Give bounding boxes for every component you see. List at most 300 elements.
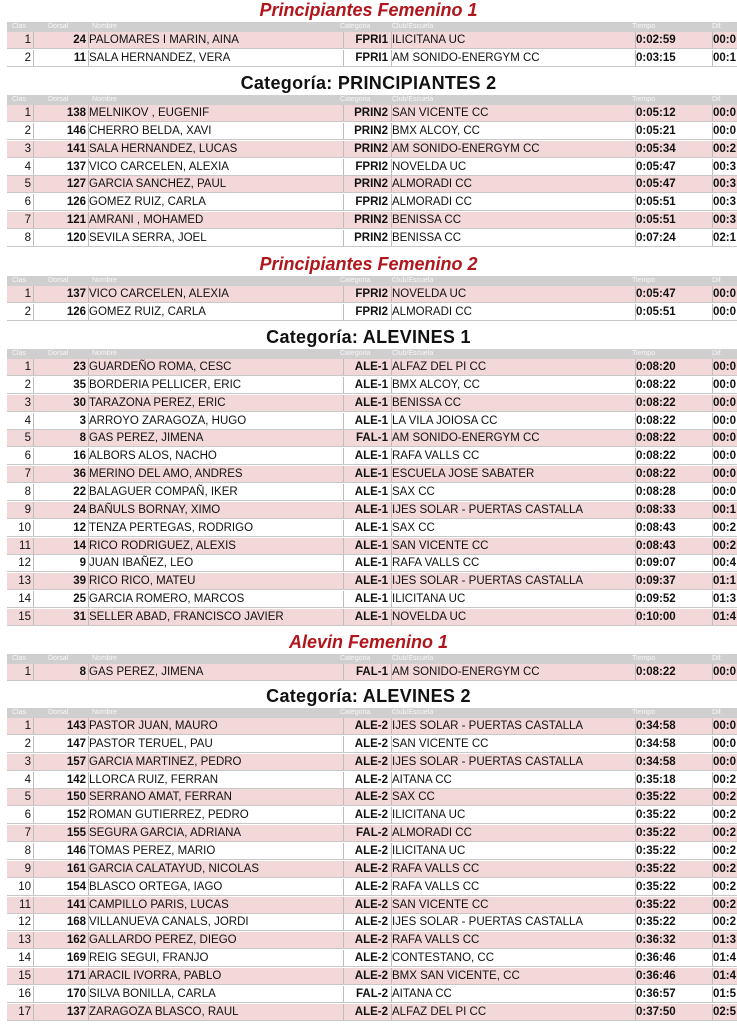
rider-name: VILLANUEVA CANALS, JORDI — [89, 916, 249, 929]
rider-name: LLORCA RUIZ, FERRAN — [89, 773, 219, 786]
time: 0:08:22 — [636, 432, 676, 445]
category-code: ALE-1 — [354, 593, 388, 606]
column-divider — [33, 484, 34, 500]
column-divider — [33, 950, 34, 966]
column-divider — [33, 520, 34, 536]
club-name: RAFA VALLS CC — [392, 880, 480, 893]
category-code: FPRI2 — [355, 288, 388, 300]
column-divider — [33, 914, 34, 930]
column-header-nombre: Nombre — [92, 96, 117, 103]
column-divider — [33, 736, 34, 752]
table-row — [7, 950, 737, 967]
table-row — [7, 807, 737, 824]
section-title: Categoría: ALEVINES 1 — [266, 327, 471, 347]
position: 8 — [24, 231, 31, 244]
column-header-clas: Clas — [12, 23, 27, 30]
rider-name: BORDERIA PELLICER, ERIC — [89, 378, 242, 391]
column-divider — [33, 413, 34, 429]
club-name: SAX CC — [392, 485, 435, 498]
gap: 00:2 — [713, 773, 737, 786]
column-divider — [343, 395, 344, 411]
time: 0:08:28 — [636, 485, 676, 498]
club-name: CONTESTANO, CC — [392, 952, 495, 965]
category-code: ALE-1 — [354, 361, 388, 373]
column-divider — [343, 413, 344, 429]
column-divider — [33, 1004, 34, 1020]
rider-name: BALAGUER COMPAÑ, IKER — [89, 485, 238, 498]
column-header-dorsal: Dorsal — [48, 709, 69, 716]
time: 0:08:20 — [636, 361, 676, 373]
column-header-club: Club/Escuela — [392, 277, 434, 284]
rider-name: SALA HERNANDEZ, LUCAS — [89, 142, 238, 155]
club-name: BENISSA CC — [392, 231, 462, 244]
position: 7 — [24, 214, 31, 227]
column-header-tiempo: Tiempo — [632, 96, 656, 103]
table-row — [7, 789, 737, 806]
club-name: AITANA CC — [392, 773, 452, 786]
position: 4 — [24, 414, 31, 427]
club-name: ESCUELA JOSE SABATER — [392, 468, 535, 481]
club-name: RAFA VALLS CC — [392, 450, 480, 463]
club-name: NOVELDA UC — [392, 160, 467, 173]
column-header-club: Club/Escuela — [392, 23, 434, 30]
rider-name: SILVA BONILLA, CARLA — [89, 987, 216, 1000]
rider-name: MERINO DEL AMO, ANDRES — [89, 468, 243, 481]
column-divider — [33, 395, 34, 411]
gap: 00:0 — [713, 34, 737, 46]
column-header-clas: Clas — [12, 96, 27, 103]
gap: 00:2 — [713, 827, 737, 840]
column-divider — [343, 538, 344, 554]
gap: 00:0 — [713, 432, 737, 445]
table-row — [7, 754, 737, 771]
gap: 00:0 — [713, 737, 737, 750]
column-divider — [33, 986, 34, 1002]
bib-number: 9 — [79, 557, 86, 570]
gap: 00:0 — [713, 396, 737, 409]
column-divider — [33, 430, 34, 446]
column-divider — [343, 304, 344, 320]
time: 0:05:51 — [636, 305, 676, 318]
position: 12 — [18, 916, 31, 929]
column-divider — [343, 718, 344, 734]
column-divider — [343, 105, 344, 121]
column-header-dif: Dif. — [712, 350, 723, 357]
gap: 00:2 — [713, 791, 737, 804]
club-name: SAX CC — [392, 791, 435, 804]
bib-number: 154 — [66, 880, 86, 893]
column-divider — [343, 807, 344, 823]
column-divider — [33, 502, 34, 518]
category-code: FAL-1 — [356, 432, 388, 445]
club-name: SAN VICENTE CC — [392, 107, 489, 119]
rider-name: GARCIA MARTINEZ, PEDRO — [89, 755, 242, 768]
column-divider — [343, 772, 344, 788]
category-code: FPRI1 — [355, 51, 388, 64]
column-divider — [33, 286, 34, 302]
table-row — [7, 772, 737, 789]
position: 5 — [24, 178, 31, 191]
gap: 00:3 — [713, 178, 737, 191]
table-row — [7, 448, 737, 465]
table-row — [7, 194, 737, 211]
bib-number: 8 — [79, 666, 86, 678]
table-row — [7, 502, 737, 519]
category-code: ALE-2 — [354, 720, 388, 732]
bib-number: 127 — [66, 178, 86, 191]
time: 0:03:15 — [636, 51, 676, 64]
table-row — [7, 141, 737, 158]
column-divider — [33, 843, 34, 859]
column-divider — [343, 359, 344, 375]
table-row — [7, 879, 737, 896]
column-divider — [343, 789, 344, 805]
column-divider — [33, 789, 34, 805]
bib-number: 137 — [66, 1005, 86, 1018]
position: 16 — [18, 987, 31, 1000]
column-header-dif: Dif. — [712, 655, 723, 662]
bib-number: 137 — [66, 288, 86, 300]
table-row — [7, 718, 737, 735]
gap: 01:3 — [713, 593, 737, 606]
category-code: PRIN2 — [354, 124, 388, 137]
column-header-tiempo: Tiempo — [632, 23, 656, 30]
club-name: RAFA VALLS CC — [392, 934, 480, 947]
club-name: BMX ALCOY, CC — [392, 124, 480, 137]
position: 8 — [24, 844, 31, 857]
table-row — [7, 986, 737, 1003]
gap: 00:2 — [713, 916, 737, 929]
rider-name: MELNIKOV , EUGENIF — [89, 107, 210, 119]
rider-name: GARCIA ROMERO, MARCOS — [89, 593, 245, 606]
bib-number: 137 — [66, 160, 86, 173]
bib-number: 16 — [73, 450, 86, 463]
time: 0:08:22 — [636, 666, 676, 678]
column-header-row — [7, 349, 737, 359]
category-code: ALE-1 — [354, 396, 388, 409]
rider-name: RICO RODRIGUEZ, ALEXIS — [89, 539, 236, 552]
club-name: SAX CC — [392, 521, 435, 534]
column-divider — [33, 212, 34, 228]
column-divider — [33, 968, 34, 984]
bib-number: 146 — [66, 124, 86, 137]
column-divider — [343, 377, 344, 393]
category-code: FPRI2 — [355, 196, 388, 209]
gap: 00:2 — [713, 521, 737, 534]
time: 0:36:32 — [636, 934, 676, 947]
column-divider — [343, 159, 344, 175]
bib-number: 39 — [73, 575, 86, 588]
category-code: ALE-2 — [354, 934, 388, 947]
bib-number: 36 — [73, 468, 86, 481]
position: 3 — [24, 755, 31, 768]
category-code: FAL-2 — [356, 827, 388, 840]
column-header-tiempo: Tiempo — [632, 350, 656, 357]
table-row — [7, 359, 737, 376]
category-code: FAL-2 — [356, 987, 388, 1000]
club-name: AITANA CC — [392, 987, 452, 1000]
column-header-row — [7, 95, 737, 105]
category-code: FPRI2 — [355, 160, 388, 173]
column-divider — [33, 230, 34, 246]
column-divider — [343, 664, 344, 680]
position: 11 — [19, 539, 31, 552]
column-divider — [33, 861, 34, 877]
table-row — [7, 105, 737, 122]
category-code: FAL-1 — [356, 666, 388, 678]
time: 0:05:12 — [636, 107, 676, 119]
bib-number: 121 — [66, 214, 86, 227]
category-code: ALE-1 — [354, 575, 388, 588]
position: 15 — [18, 969, 31, 982]
column-divider — [343, 141, 344, 157]
gap: 00:0 — [713, 755, 737, 768]
position: 2 — [24, 378, 31, 391]
position: 7 — [24, 827, 31, 840]
time: 0:09:07 — [636, 557, 676, 570]
gap: 00:0 — [713, 124, 737, 137]
club-name: NOVELDA UC — [392, 610, 467, 623]
gap: 00:0 — [713, 305, 737, 318]
column-divider — [33, 538, 34, 554]
table-row — [7, 159, 737, 176]
gap: 00:0 — [713, 450, 737, 463]
position: 9 — [24, 503, 31, 516]
time: 0:35:22 — [636, 916, 676, 929]
column-header-tiempo: Tiempo — [632, 277, 656, 284]
column-header-nombre: Nombre — [92, 23, 117, 30]
position: 2 — [24, 737, 31, 750]
time: 0:34:58 — [636, 720, 676, 732]
table-row — [7, 825, 737, 842]
gap: 02:5 — [713, 1005, 737, 1018]
time: 0:05:34 — [636, 142, 676, 155]
rider-name: SALA HERNANDEZ, VERA — [89, 51, 231, 64]
gap: 00:0 — [713, 666, 737, 678]
position: 12 — [18, 557, 31, 570]
table-row — [7, 413, 737, 430]
bib-number: 11 — [73, 51, 86, 64]
club-name: ALMORADI CC — [392, 178, 472, 191]
rider-name: CHERRO BELDA, XAVI — [89, 124, 212, 137]
gap: 00:3 — [713, 160, 737, 173]
column-divider — [343, 194, 344, 210]
position: 1 — [24, 666, 31, 678]
column-header-nombre: Nombre — [92, 709, 117, 716]
section-title: Categoría: ALEVINES 2 — [266, 686, 471, 706]
club-name: ILICITANA UC — [392, 809, 466, 822]
column-header-tiempo: Tiempo — [632, 709, 656, 716]
column-divider — [33, 754, 34, 770]
table-row — [7, 466, 737, 483]
rider-name: GOMEZ RUIZ, CARLA — [89, 196, 206, 209]
column-divider — [343, 843, 344, 859]
bib-number: 162 — [66, 934, 86, 947]
rider-name: PASTOR TERUEL, PAU — [89, 737, 213, 750]
time: 0:34:58 — [636, 737, 676, 750]
rider-name: JUAN IBAÑEZ, LEO — [89, 557, 194, 570]
column-divider — [33, 141, 34, 157]
column-divider — [343, 1004, 344, 1020]
category-code: PRIN2 — [354, 178, 388, 191]
column-header-dif: Dif. — [712, 96, 723, 103]
rider-name: SEVILA SERRA, JOEL — [89, 231, 207, 244]
column-divider — [343, 861, 344, 877]
time: 0:35:22 — [636, 791, 676, 804]
bib-number: 169 — [66, 952, 86, 965]
bib-number: 141 — [66, 142, 86, 155]
position: 15 — [18, 610, 31, 623]
gap: 02:1 — [713, 231, 737, 244]
column-header-categoria: Categoria — [340, 23, 371, 30]
column-divider — [33, 591, 34, 607]
bib-number: 143 — [66, 720, 86, 732]
gap: 00:0 — [713, 378, 737, 391]
club-name: LA VILA JOIOSA CC — [392, 414, 498, 427]
club-name: SAN VICENTE CC — [392, 737, 489, 750]
time: 0:35:22 — [636, 898, 676, 911]
table-row — [7, 430, 737, 447]
table-row — [7, 555, 737, 572]
time: 0:37:50 — [636, 1005, 676, 1018]
rider-name: PASTOR JUAN, MAURO — [89, 720, 218, 732]
club-name: AM SONIDO-ENERGYM CC — [392, 142, 540, 155]
rider-name: ARROYO ZARAGOZA, HUGO — [89, 414, 247, 427]
column-divider — [343, 430, 344, 446]
rider-name: BAÑULS BORNAY, XIMO — [89, 503, 221, 516]
bib-number: 24 — [73, 34, 86, 46]
column-header-row — [7, 654, 737, 664]
column-header-dorsal: Dorsal — [48, 23, 69, 30]
gap: 00:0 — [713, 485, 737, 498]
gap: 01:3 — [713, 934, 737, 947]
time: 0:35:18 — [636, 773, 676, 786]
column-divider — [33, 825, 34, 841]
column-divider — [343, 286, 344, 302]
rider-name: GARCIA SANCHEZ, PAUL — [89, 178, 227, 191]
category-code: ALE-1 — [354, 503, 388, 516]
time: 0:05:47 — [636, 160, 676, 173]
bib-number: 157 — [66, 755, 86, 768]
time: 0:34:58 — [636, 755, 676, 768]
club-name: NOVELDA UC — [392, 288, 467, 300]
section-title: Principiantes Femenino 2 — [259, 254, 478, 274]
table-row — [7, 664, 737, 681]
column-divider — [343, 914, 344, 930]
gap: 00:0 — [713, 720, 737, 732]
category-code: ALE-1 — [354, 539, 388, 552]
column-divider — [343, 968, 344, 984]
column-divider — [343, 212, 344, 228]
table-row — [7, 50, 737, 67]
time: 0:08:33 — [636, 503, 676, 516]
column-divider — [343, 986, 344, 1002]
bib-number: 12 — [73, 521, 86, 534]
column-divider — [343, 502, 344, 518]
table-row — [7, 230, 737, 247]
column-header-dorsal: Dorsal — [48, 96, 69, 103]
column-divider — [343, 484, 344, 500]
gap: 01:5 — [713, 987, 737, 1000]
bib-number: 126 — [66, 196, 86, 209]
column-divider — [33, 573, 34, 589]
column-divider — [343, 50, 344, 66]
column-header-clas: Clas — [12, 655, 27, 662]
table-row — [7, 395, 737, 412]
position: 13 — [18, 575, 31, 588]
category-code: ALE-2 — [354, 1005, 388, 1018]
time: 0:08:22 — [636, 414, 676, 427]
time: 0:05:21 — [636, 124, 676, 137]
column-divider — [33, 159, 34, 175]
category-code: ALE-2 — [354, 737, 388, 750]
position: 6 — [24, 809, 31, 822]
table-row — [7, 897, 737, 914]
time: 0:05:51 — [636, 196, 676, 209]
rider-name: AMRANI , MOHAMED — [89, 214, 204, 227]
category-code: ALE-2 — [354, 755, 388, 768]
category-code: FPRI2 — [355, 305, 388, 318]
column-divider — [33, 50, 34, 66]
time: 0:35:22 — [636, 844, 676, 857]
gap: 00:4 — [713, 557, 737, 570]
gap: 00:2 — [713, 898, 737, 911]
rider-name: VICO CARCELEN, ALEXIA — [89, 160, 229, 173]
club-name: AM SONIDO-ENERGYM CC — [392, 51, 540, 64]
column-divider — [33, 718, 34, 734]
time: 0:07:24 — [636, 231, 676, 244]
position: 2 — [24, 124, 31, 137]
position: 14 — [18, 952, 31, 965]
time: 0:35:22 — [636, 827, 676, 840]
position: 10 — [18, 880, 31, 893]
rider-name: GOMEZ RUIZ, CARLA — [89, 305, 206, 318]
gap: 00:1 — [713, 51, 737, 64]
club-name: BENISSA CC — [392, 396, 462, 409]
rider-name: SERRANO AMAT, FERRAN — [89, 791, 232, 804]
position: 11 — [19, 898, 31, 911]
position: 3 — [24, 396, 31, 409]
category-code: ALE-1 — [354, 557, 388, 570]
position: 5 — [24, 432, 31, 445]
bib-number: 152 — [66, 809, 86, 822]
category-code: ALE-1 — [354, 414, 388, 427]
category-code: ALE-1 — [354, 610, 388, 623]
section-title: Categoría: PRINCIPIANTES 2 — [240, 73, 497, 93]
position: 2 — [24, 51, 31, 64]
column-divider — [33, 772, 34, 788]
rider-name: GALLARDO PEREZ, DIEGO — [89, 934, 237, 947]
bib-number: 146 — [66, 844, 86, 857]
category-code: ALE-1 — [354, 468, 388, 481]
club-name: ILICITANA UC — [392, 34, 466, 46]
column-divider — [33, 32, 34, 48]
position: 13 — [18, 934, 31, 947]
club-name: BENISSA CC — [392, 214, 462, 227]
category-code: PRIN2 — [354, 231, 388, 244]
rider-name: RICO RICO, MATEU — [89, 575, 196, 588]
bib-number: 120 — [66, 231, 86, 244]
column-header-club: Club/Escuela — [392, 350, 434, 357]
rider-name: GAS PEREZ, JIMENA — [89, 432, 204, 445]
position: 9 — [24, 862, 31, 875]
column-divider — [33, 359, 34, 375]
bib-number: 3 — [79, 414, 86, 427]
column-divider — [33, 879, 34, 895]
time: 0:35:22 — [636, 880, 676, 893]
column-divider — [343, 609, 344, 625]
bib-number: 24 — [73, 503, 86, 516]
